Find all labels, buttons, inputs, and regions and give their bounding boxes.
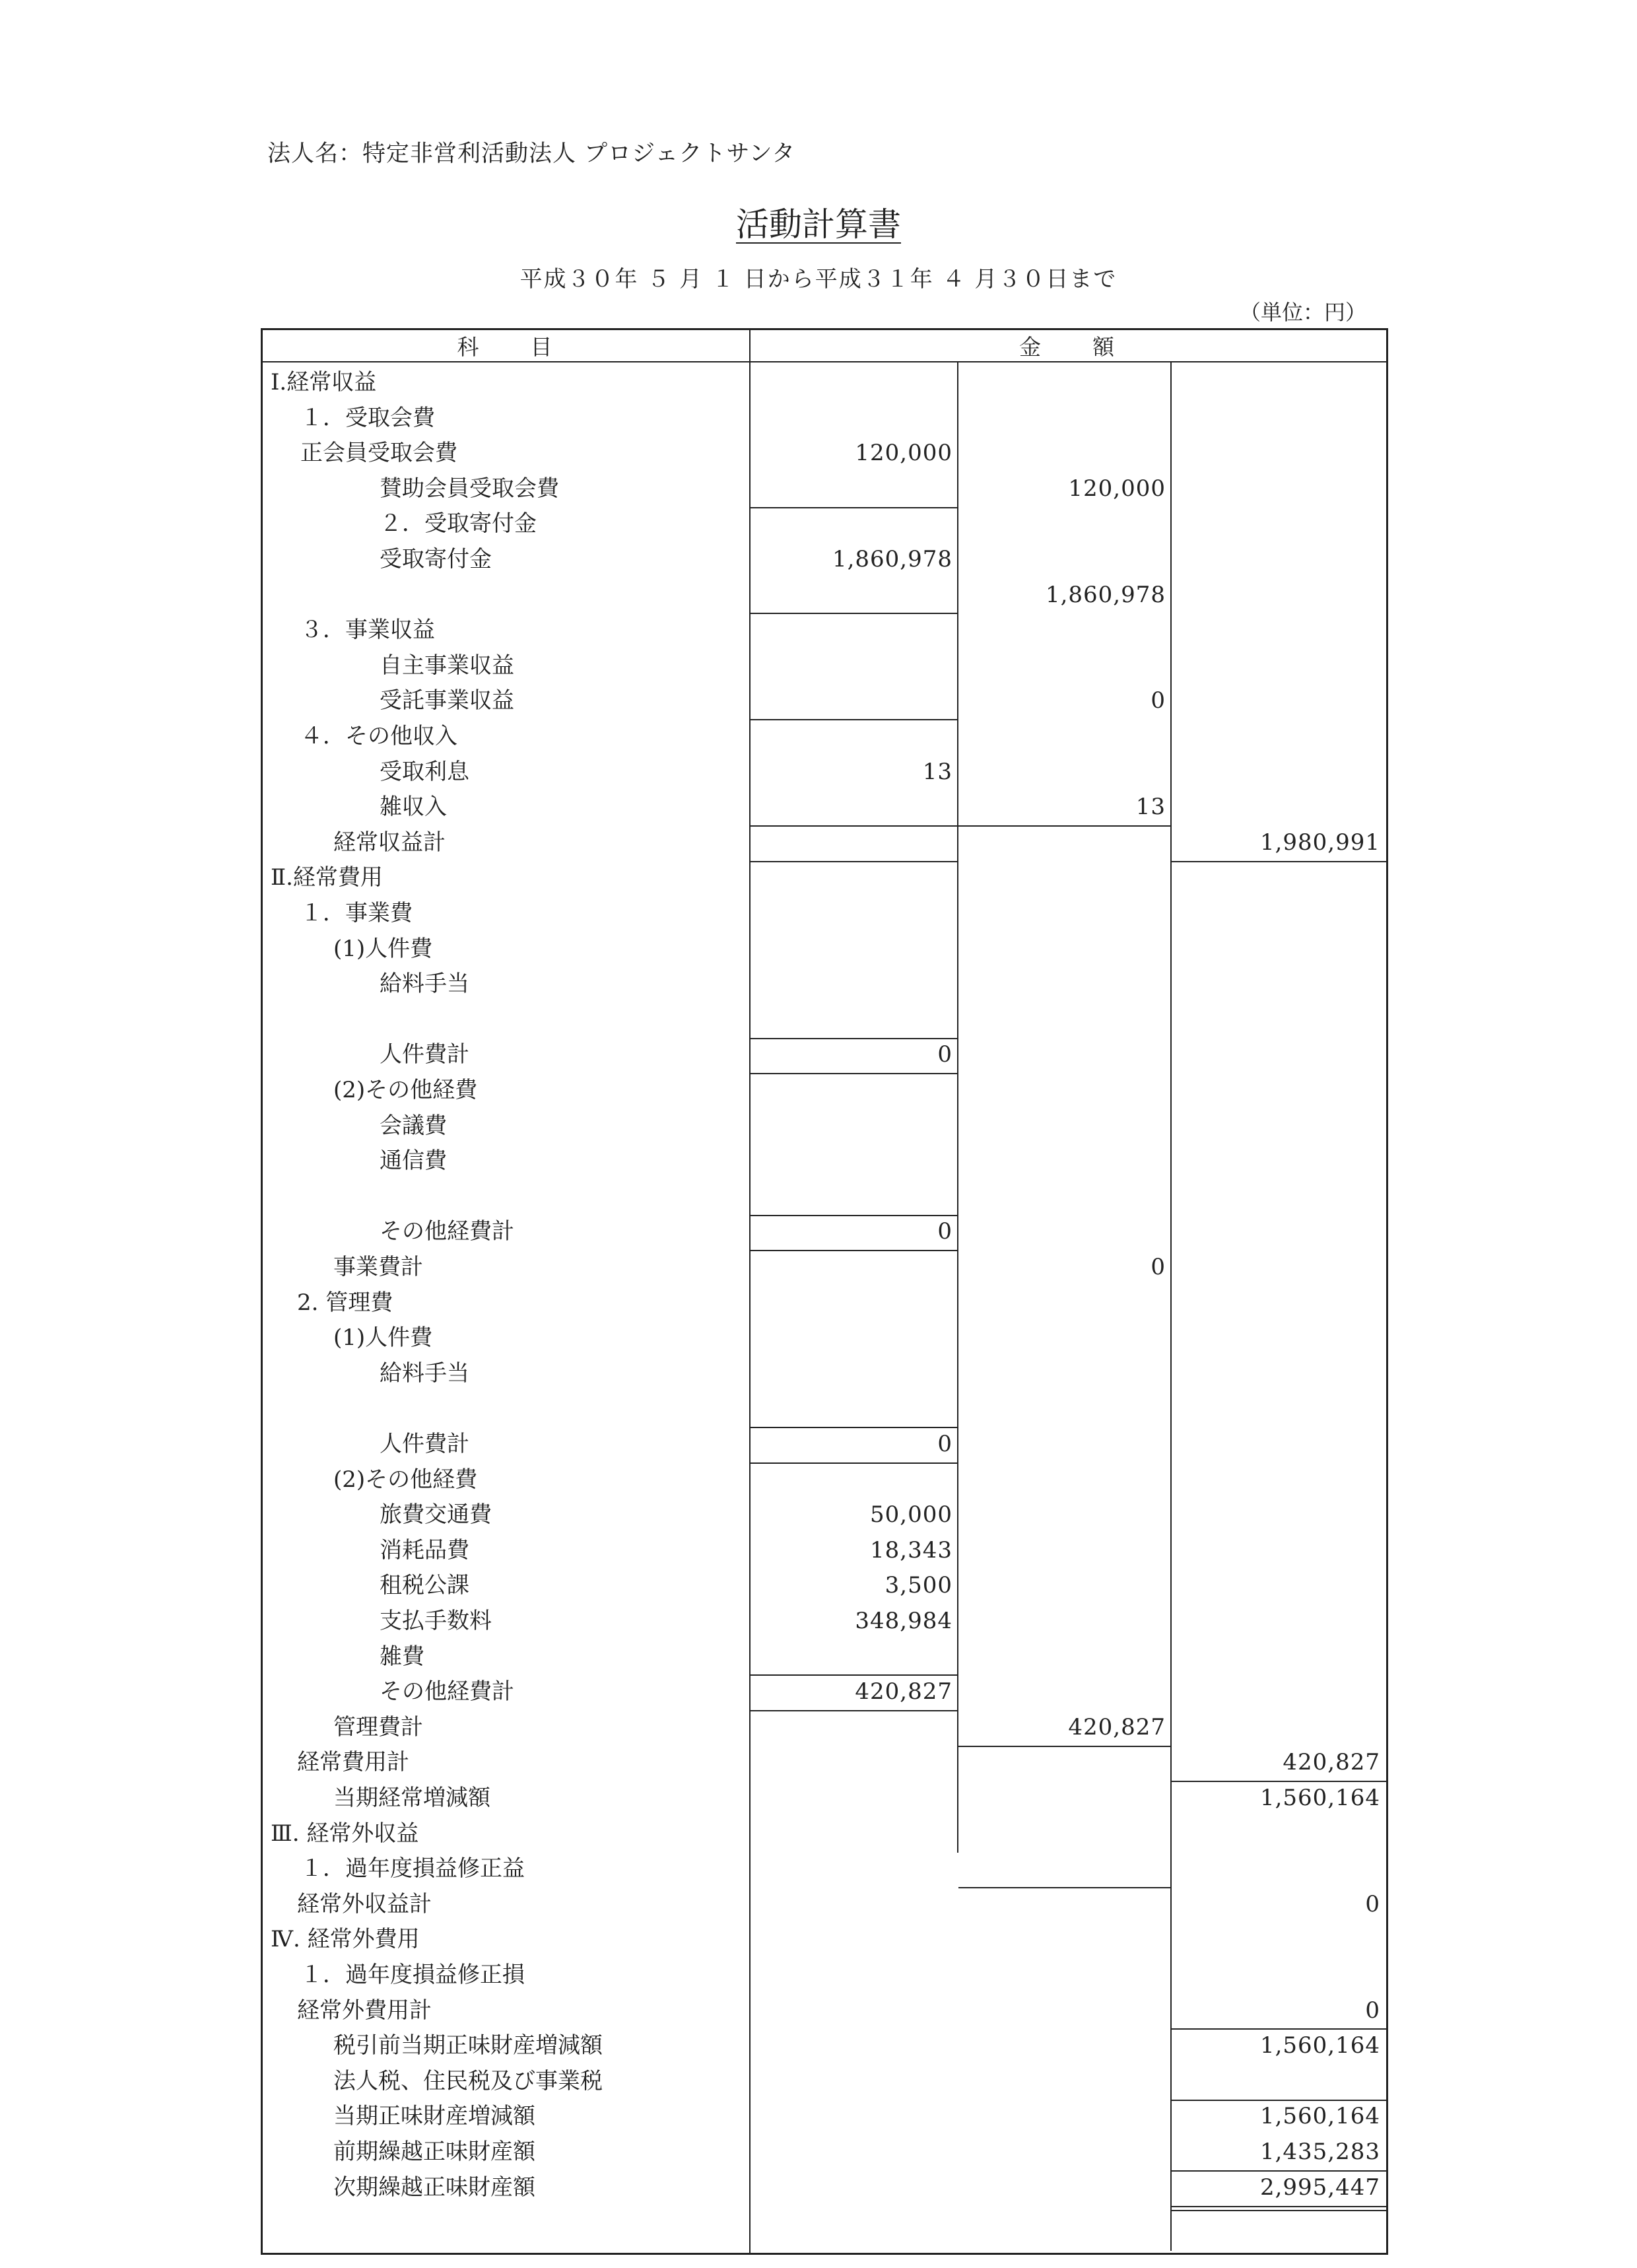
amount-c1: 3,500: [885, 1572, 952, 1599]
row-label: ４．その他収入: [300, 723, 457, 749]
rule-col2: [958, 825, 1170, 827]
row-label: (2)その他経費: [333, 1466, 478, 1493]
row-label: (1)人件費: [333, 1324, 433, 1352]
rule-col2: [958, 1746, 1170, 1747]
row-label: 租税公課: [380, 1572, 469, 1599]
corporation-name: 法人名：特定非営利活動法人 プロジェクトサンタ: [267, 141, 796, 167]
amount-c1: 50,000: [870, 1501, 952, 1529]
rule-col3: [1172, 2028, 1386, 2030]
row-label: Ⅲ. 経常外収益: [271, 1820, 419, 1847]
row-label: 事業費計: [333, 1254, 423, 1280]
amount-c1: 0: [937, 1218, 952, 1245]
rule-col1: [751, 825, 957, 827]
row-label: 受取寄付金: [380, 546, 492, 572]
row-label: １．受取会費: [300, 404, 435, 431]
fiscal-period: 平成３０年 ５ 月 １ 日から平成３１年 ４ 月３０日まで: [519, 266, 1118, 292]
row-label: 人件費計: [380, 1041, 469, 1068]
amount-c2: 13: [1135, 794, 1166, 821]
row-label: 経常外費用計: [297, 1997, 432, 2024]
rule-col1-total: [751, 861, 957, 862]
row-label: Ⅱ.経常費用: [271, 864, 383, 891]
amount-c2: 0: [1151, 687, 1166, 714]
row-label: 次期繰越正味財産額: [333, 2174, 535, 2201]
rule-col1: [751, 507, 957, 508]
amount-c1: 18,343: [870, 1536, 952, 1564]
column-divider-2b: [1170, 361, 1172, 2251]
amount-c1: 420,827: [855, 1678, 952, 1705]
rule-col1: [751, 1250, 957, 1251]
rule-col3: [1172, 2100, 1386, 2101]
row-label: 受託事業収益: [380, 687, 514, 714]
row-label: 雑収入: [380, 794, 447, 821]
amount-c1: 348,984: [855, 1608, 952, 1634]
amount-c3: 1,560,164: [1259, 1785, 1380, 1811]
row-label: 当期経常増減額: [333, 1785, 490, 1811]
amount-c1: 13: [922, 758, 952, 785]
header-divider: [263, 361, 1386, 362]
row-label: １．過年度損益修正益: [300, 1855, 525, 1882]
amount-c2: 1,860,978: [1045, 581, 1166, 608]
amount-c3: 420,827: [1283, 1749, 1380, 1776]
amount-c3: 1,560,164: [1259, 2103, 1380, 2130]
amount-c2: 420,827: [1068, 1713, 1166, 1740]
amount-c1: 1,860,978: [832, 546, 952, 572]
rule-col3: [1172, 861, 1386, 862]
amount-c3: 1,560,164: [1259, 2032, 1380, 2059]
column-divider-1: [957, 361, 958, 1853]
document-title: [0, 198, 1637, 246]
row-label: 賛助会員受取会費: [380, 475, 559, 502]
amount-c1: 120,000: [855, 440, 952, 467]
column-divider-subject: [749, 330, 751, 2253]
row-label: 雑費: [380, 1643, 424, 1670]
row-label: 人件費計: [380, 1431, 469, 1457]
rule-col3: [1172, 2170, 1386, 2172]
row-label: 当期正味財産増減額: [333, 2103, 535, 2130]
row-label: 法人税、住民税及び事業税: [333, 2067, 603, 2094]
row-label: (1)人件費: [333, 935, 433, 962]
rule-col1: [751, 1710, 957, 1711]
rule-col2: [958, 1887, 1170, 1888]
row-label: 経常外収益計: [297, 1890, 432, 1917]
row-label: 給料手当: [380, 971, 469, 998]
header-subject: 科 目: [457, 334, 555, 360]
row-label: １．事業費: [300, 900, 413, 926]
final-double-rule-2: [1172, 2210, 1386, 2211]
row-label: 自主事業収益: [380, 652, 514, 679]
row-label: 前期繰越正味財産額: [333, 2139, 535, 2165]
row-label: 受取利息: [380, 758, 469, 785]
title-text: 活動計算書: [736, 205, 901, 244]
amount-c1: 0: [937, 1041, 952, 1068]
row-label: 給料手当: [380, 1359, 469, 1387]
row-label: 経常費用計: [297, 1749, 409, 1776]
row-label: 税引前当期正味財産増減額: [333, 2032, 603, 2059]
row-label: 通信費: [380, 1148, 447, 1175]
row-label: 正会員受取会費: [300, 440, 457, 467]
row-label: 支払手数料: [380, 1608, 492, 1634]
rule-col1: [751, 1674, 957, 1676]
amount-c2: 0: [1151, 1254, 1166, 1280]
amount-c1: 0: [937, 1431, 952, 1457]
amount-c3: 1,980,991: [1259, 829, 1380, 856]
row-label: 管理費計: [333, 1713, 423, 1740]
rule-col1: [751, 1215, 957, 1216]
amount-c3: 0: [1365, 1890, 1380, 1917]
row-label: Ⅳ. 経常外費用: [271, 1926, 420, 1953]
final-double-rule-1: [1172, 2206, 1386, 2207]
amount-c3: 1,435,283: [1259, 2139, 1380, 2165]
statement-table: [261, 328, 1388, 2255]
row-label: その他経費計: [380, 1678, 514, 1705]
row-label: １．過年度損益修正損: [300, 1962, 525, 1988]
header-amount: 金 額: [1019, 334, 1117, 360]
amount-c2: 120,000: [1068, 475, 1166, 502]
row-label: ３．事業収益: [300, 617, 435, 644]
amount-c3: 0: [1365, 1997, 1380, 2024]
row-label: 旅費交通費: [380, 1501, 492, 1529]
amount-c3: 2,995,447: [1259, 2174, 1380, 2201]
row-label: 経常収益計: [333, 829, 446, 856]
rule-col1: [751, 613, 957, 614]
row-label: 2. 管理費: [297, 1289, 393, 1316]
row-label: Ⅰ.経常収益: [271, 369, 377, 395]
row-label: (2)その他経費: [333, 1077, 478, 1103]
row-label: 会議費: [380, 1112, 447, 1139]
rule-col1: [751, 1038, 957, 1039]
rule-col1: [751, 1073, 957, 1074]
rule-col1: [751, 1462, 957, 1464]
rule-col1: [751, 719, 957, 720]
row-label: その他経費計: [380, 1218, 514, 1245]
unit-note: （単位：円）: [1239, 300, 1366, 325]
rule-col1: [751, 1427, 957, 1428]
row-label: ２．受取寄付金: [380, 510, 537, 537]
row-label: 消耗品費: [380, 1536, 469, 1564]
rule-col3: [1172, 1781, 1386, 1782]
